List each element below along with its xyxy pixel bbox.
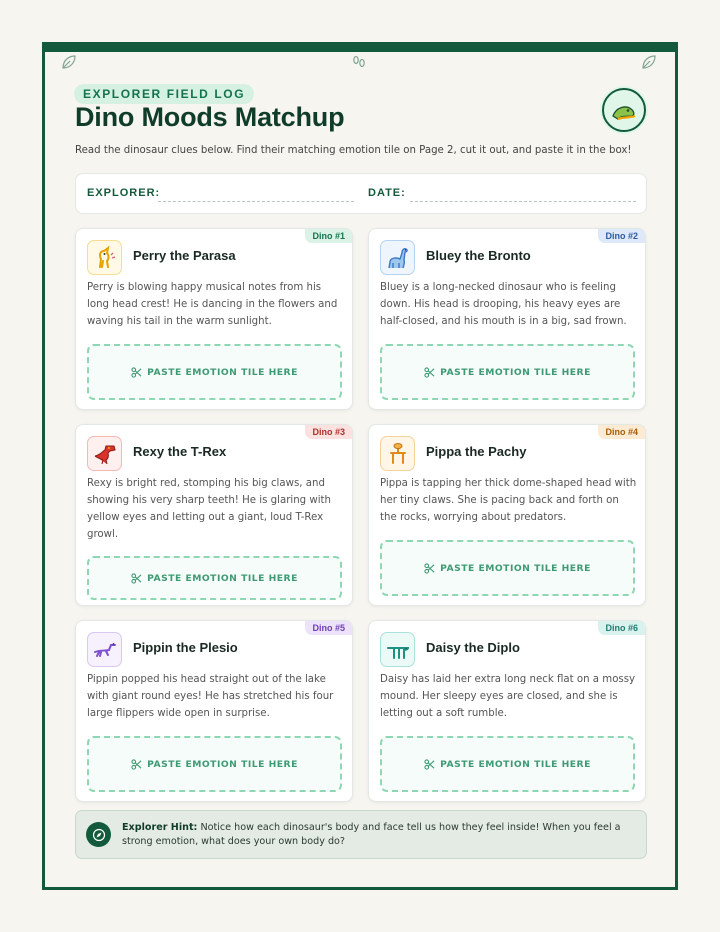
scissors-icon: [424, 563, 435, 574]
dino-name: Pippin the Plesio: [133, 640, 238, 655]
card-number-tag: Dino #4: [598, 425, 645, 439]
section-chip: EXPLORER FIELD LOG: [74, 84, 254, 104]
dino-clue: Rexy is bright red, stomping his big claws, and showing his very sharp teeth! He is glaring with yellow eyes and letting out a giant, loud T-Rex growl.: [87, 478, 331, 540]
plesiosaurus-icon: [87, 632, 122, 667]
paste-drop-zone[interactable]: [380, 540, 635, 596]
dino-clue: Pippin popped his head straight out of the lake with giant round eyes! He has stretched his four large flippers wide open in surprise.: [87, 674, 334, 719]
dino-card: [75, 424, 353, 606]
card-number-tag: Dino #6: [598, 621, 645, 635]
compass-icon: [86, 822, 111, 847]
paste-drop-zone[interactable]: [87, 736, 342, 792]
leaf-icon: [61, 54, 77, 70]
dino-head-icon: [602, 88, 646, 132]
dino-clue: Pippa is tapping her thick dome-shaped head with her tiny claws. She is pacing back and forth on the rocks, worrying about predators.: [380, 478, 637, 523]
diplodocus-icon: [380, 632, 415, 667]
page-title: Dino Moods Matchup: [75, 102, 345, 132]
hint-text: [122, 821, 632, 849]
card-number-tag: Dino #1: [305, 229, 352, 243]
drop-zone-label: PASTE EMOTION TILE HERE: [440, 366, 591, 378]
dino-clue: Perry is blowing happy musical notes from his long head crest! He is dancing in the flowers and waving his tail in the warm sunlight.: [87, 282, 338, 327]
scissors-icon: [131, 759, 142, 770]
dino-name: Daisy the Diplo: [426, 640, 520, 655]
paste-drop-zone[interactable]: [87, 344, 342, 400]
dino-name: Perry the Parasa: [133, 248, 236, 263]
hint-label: Explorer Hint:: [122, 822, 198, 833]
explorer-name-line[interactable]: [158, 201, 354, 202]
date-line[interactable]: [410, 201, 636, 202]
dino-name: Bluey the Bronto: [426, 248, 531, 263]
explorer-hint-box: [75, 810, 647, 859]
instructions: Read the dinosaur clues below. Find their matching emotion tile on Page 2, cut it out, and paste it in the box!: [75, 145, 632, 156]
drop-zone-label: PASTE EMOTION TILE HERE: [440, 758, 591, 770]
drop-zone-label: PASTE EMOTION TILE HERE: [147, 758, 298, 770]
hint-body: Notice how each dinosaur's body and face tell us how they feel inside! When you feel a strong emotion, what does your own body do?: [122, 822, 621, 847]
explorer-label: EXPLORER:: [87, 187, 161, 199]
dino-name: Pippa the Pachy: [426, 444, 527, 459]
footprints-icon: [351, 54, 367, 70]
parasaurolophus-icon: [87, 240, 122, 275]
dino-card: [368, 424, 646, 606]
t-rex-icon: [87, 436, 122, 471]
paste-drop-zone[interactable]: [380, 344, 635, 400]
dino-card: [368, 228, 646, 410]
drop-zone-label: PASTE EMOTION TILE HERE: [440, 562, 591, 574]
scissors-icon: [424, 759, 435, 770]
card-number-tag: Dino #5: [305, 621, 352, 635]
paste-drop-zone[interactable]: [87, 556, 342, 600]
explorer-info-bar: [75, 173, 647, 214]
dino-card: [368, 620, 646, 802]
scissors-icon: [424, 367, 435, 378]
drop-zone-label: PASTE EMOTION TILE HERE: [147, 572, 298, 584]
dino-card: [75, 228, 353, 410]
dino-card: [75, 620, 353, 802]
worksheet: [42, 42, 678, 890]
card-number-tag: Dino #2: [598, 229, 645, 243]
paste-drop-zone[interactable]: [380, 736, 635, 792]
dino-clue: Daisy has laid her extra long neck flat on a mossy mound. Her sleepy eyes are closed, and she is letting out a soft rumble.: [380, 674, 636, 719]
leaf-icon: [641, 54, 657, 70]
dino-name: Rexy the T-Rex: [133, 444, 227, 459]
date-label: DATE:: [368, 187, 406, 199]
dino-clue: Bluey is a long-necked dinosaur who is feeling down. His head is drooping, his heavy eyes are half-closed, and his mouth is in a big, sad frown.: [380, 282, 627, 327]
drop-zone-label: PASTE EMOTION TILE HERE: [147, 366, 298, 378]
brontosaurus-icon: [380, 240, 415, 275]
scissors-icon: [131, 573, 142, 584]
scissors-icon: [131, 367, 142, 378]
card-number-tag: Dino #3: [305, 425, 352, 439]
pachycephalosaurus-icon: [380, 436, 415, 471]
